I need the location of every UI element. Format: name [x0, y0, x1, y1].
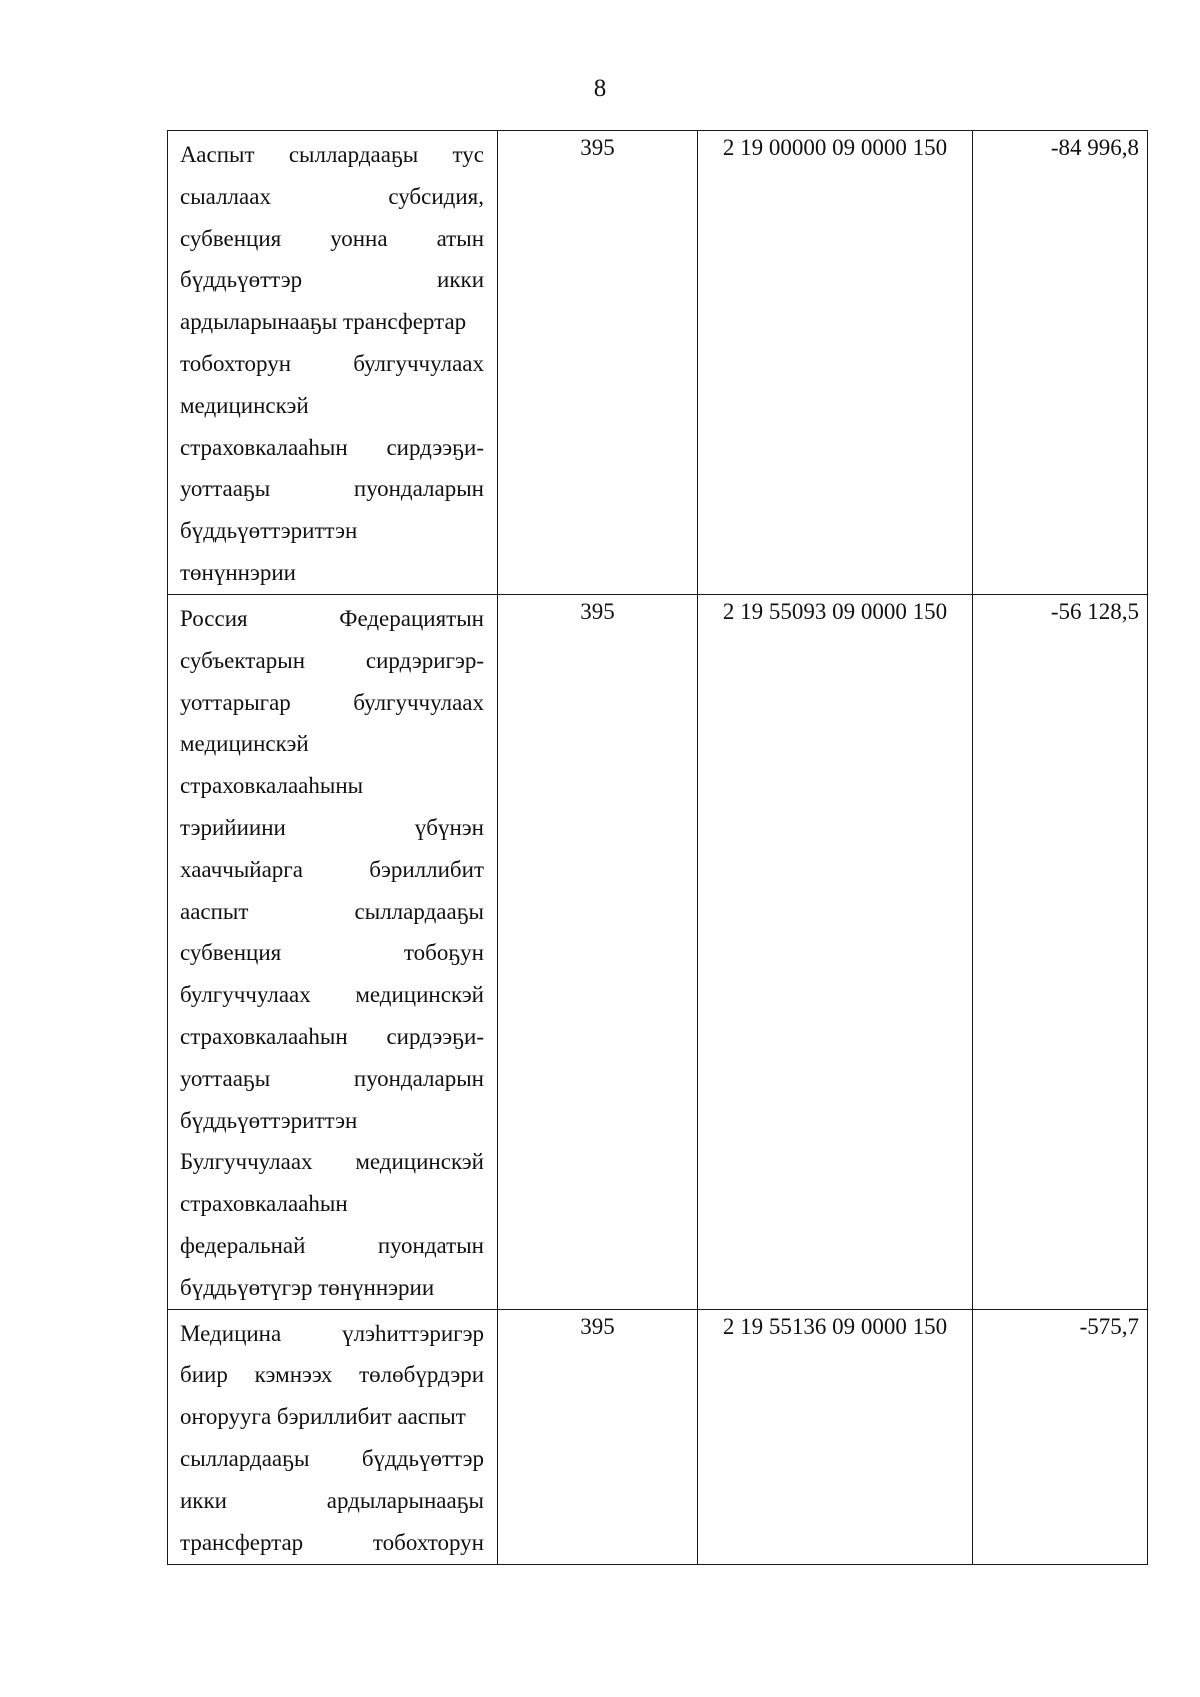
description-line: тэрийиини үбүнэн — [180, 814, 484, 840]
budget-classification-code: 2 19 55093 09 0000 150 — [722, 599, 948, 624]
description-line: ааспыт сыллардааҕы — [180, 898, 484, 924]
description-line: төнүннэрии — [180, 559, 296, 585]
table-row — [168, 595, 1148, 1310]
description-line: бүддьүөттэр икки — [180, 267, 484, 293]
budget-classification-code: 2 19 55136 09 0000 150 — [722, 1313, 948, 1339]
description-line: субъектарын сирдэригэр- — [180, 647, 484, 673]
description-line: уоттааҕы пуондаларын — [180, 1065, 484, 1091]
page-number: 8 — [593, 75, 607, 102]
description-line: сыллардааҕы бүддьүөттэр — [180, 1445, 484, 1471]
description-line: федеральнай пуондатын — [180, 1232, 484, 1258]
description-cell — [168, 1309, 498, 1564]
description-line: тобохторун булгуччулаах — [180, 350, 484, 376]
description-line: трансфертар тобохторун — [180, 1529, 484, 1555]
code-cell — [498, 131, 698, 595]
amount-value: -84 996,8 — [1050, 135, 1139, 160]
description-line: ардыларынааҕы трансфертар — [180, 309, 467, 335]
code-cell — [498, 595, 698, 1310]
description-line: бүддьүөттэриттэн — [180, 1107, 358, 1133]
description-line: субвенция уонна атын — [180, 225, 484, 251]
budget-table — [167, 130, 1148, 1565]
description-line: хааччыйарга бэриллибит — [180, 856, 484, 882]
admin-code: 395 — [580, 1313, 615, 1339]
description-line: сыаллаах субсидия, — [180, 183, 484, 209]
description-line: медицинскэй — [180, 392, 309, 418]
description-line: страховкалааһыны — [180, 773, 364, 799]
amount-cell — [973, 131, 1148, 595]
kbk-cell — [698, 595, 973, 1310]
description-line: Медицина үлэһиттэригэр — [180, 1320, 484, 1346]
description-line: Россия Федерациятын — [180, 606, 484, 631]
description-line: бүддьүөтүгэр төнүннэрии — [180, 1274, 435, 1300]
amount-cell — [973, 1309, 1148, 1564]
description-line: икки ардыларынааҕы — [180, 1487, 484, 1513]
amount-value: -575,7 — [1079, 1313, 1139, 1339]
description-line: биир кэмнээх төлөбүрдэри — [180, 1362, 484, 1388]
description-line: субвенция тобоҕун — [180, 940, 484, 966]
admin-code: 395 — [580, 135, 615, 160]
description-line: страховкалааһын сирдээҕи- — [180, 1023, 484, 1049]
description-line: страховкалааһын — [180, 1191, 348, 1217]
table-row — [168, 1309, 1148, 1564]
description-cell — [168, 131, 498, 595]
kbk-cell — [698, 131, 973, 595]
description-line: Булгуччулаах медицинскэй — [180, 1149, 484, 1175]
amount-cell — [973, 595, 1148, 1310]
kbk-cell — [698, 1309, 973, 1564]
table-row — [168, 131, 1148, 595]
description-line: страховкалааһын сирдээҕи- — [180, 434, 484, 460]
code-cell — [498, 1309, 698, 1564]
description-line: Ааспыт сыллардааҕы тус — [180, 142, 484, 167]
description-line: бүддьүөттэриттэн — [180, 518, 358, 544]
budget-classification-code: 2 19 00000 09 0000 150 — [722, 135, 948, 160]
admin-code: 395 — [580, 599, 615, 624]
amount-value: -56 128,5 — [1050, 599, 1139, 624]
description-line: уоттааҕы пуондаларын — [180, 476, 484, 502]
description-line: медицинскэй — [180, 731, 309, 757]
description-line: оҥорууга бэриллибит ааспыт — [180, 1404, 466, 1430]
description-line: уоттарыгар булгуччулаах — [180, 689, 484, 715]
description-line: булгуччулаах медицинскэй — [180, 982, 484, 1008]
description-cell — [168, 595, 498, 1310]
